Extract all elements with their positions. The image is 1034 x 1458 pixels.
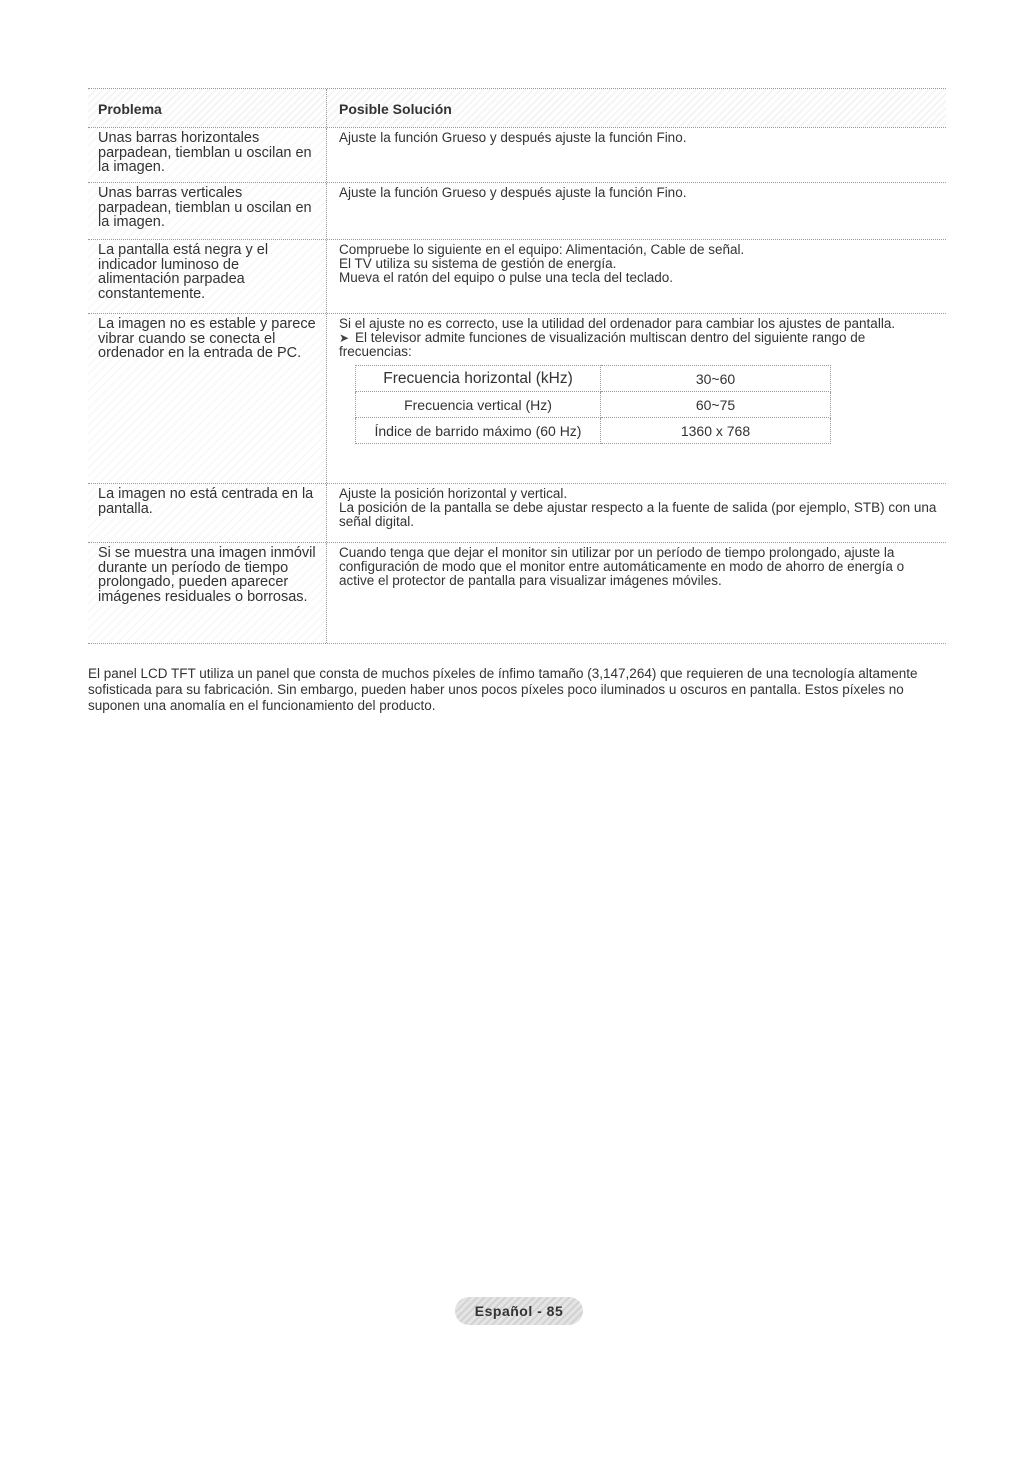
problem-cell: La pantalla está negra y el indicador luminoso de alimentación parpadea constantemente. — [88, 240, 327, 313]
problem-cell: Si se muestra una imagen inmóvil durante un período de tiempo prolongado, pueden aparecer imágenes residuales o borrosas. — [88, 543, 327, 643]
solution-line: Ajuste la función Grueso y después ajuste la función Fino. — [339, 185, 687, 200]
solution-line: Cuando tenga que dejar el monitor sin utilizar por un período de tiempo prolongado, ajuste la configuración de modo que el monitor entre automáticamente en modo de ahorro de energía o active el protector de pantalla para visualizar imágenes móviles. — [339, 545, 905, 588]
solution-line: Ajuste la función Grueso y después ajuste la función Fino. — [339, 130, 687, 145]
frequency-label: Frecuencia vertical (Hz) — [356, 392, 601, 418]
arrow-note-icon: ➤ — [339, 331, 350, 345]
table-row — [88, 183, 946, 240]
frequency-value: 60~75 — [601, 392, 831, 418]
solution-line: Compruebe lo siguiente en el equipo: Alimentación, Cable de señal. — [339, 242, 745, 257]
solution-cell — [327, 314, 946, 483]
solution-line: El TV utiliza su sistema de gestión de energía. — [339, 256, 617, 271]
frequency-row — [356, 418, 831, 444]
lcd-panel-note: El panel LCD TFT utiliza un panel que consta de muchos píxeles de ínfimo tamaño (3,147,264) que requieren de una tecnología altamente sofisticada para su fabricación. Sin embargo, pueden haber unos pocos píxeles poco iluminados u oscuros en pantalla. Estos píxeles no suponen una anomalía en el funcionamiento del producto. — [88, 666, 918, 713]
solution-cell — [327, 183, 946, 239]
solution-cell — [327, 240, 946, 313]
table-row — [88, 484, 946, 543]
solution-line: Si el ajuste no es correcto, use la utilidad del ordenador para cambiar los ajustes de pantalla. — [339, 316, 896, 331]
table-row — [88, 543, 946, 644]
frequency-value: 1360 x 768 — [601, 418, 831, 444]
solution-line: Ajuste la posición horizontal y vertical. — [339, 486, 568, 501]
header-problem: Problema — [88, 89, 327, 127]
table-row — [88, 240, 946, 314]
frequency-row — [356, 392, 831, 418]
frequency-row — [356, 366, 831, 392]
note-line — [339, 331, 938, 359]
troubleshooting-table — [88, 88, 946, 644]
table-row — [88, 314, 946, 484]
problem-cell: Unas barras horizontales parpadean, tiemblan u oscilan en la imagen. — [88, 128, 327, 182]
problem-cell: La imagen no está centrada en la pantalla. — [88, 484, 327, 542]
problem-cell: Unas barras verticales parpadean, tiemblan u oscilan en la imagen. — [88, 183, 327, 239]
solution-cell — [327, 484, 946, 542]
header-solution: Posible Solución — [327, 89, 946, 127]
table-header-row — [88, 89, 946, 128]
frequency-table — [355, 365, 831, 444]
frequency-value: 30~60 — [601, 366, 831, 392]
note-text: El televisor admite funciones de visualización multiscan dentro del siguiente rango de frecuencias: — [339, 330, 866, 359]
page-number-badge: Español - 85 — [455, 1297, 583, 1325]
solution-cell — [327, 128, 946, 182]
frequency-label: Índice de barrido máximo (60 Hz) — [356, 418, 601, 444]
solution-line: La posición de la pantalla se debe ajustar respecto a la fuente de salida (por ejemplo, STB) con una señal digital. — [339, 500, 937, 529]
table-row — [88, 128, 946, 183]
frequency-label: Frecuencia horizontal (kHz) — [356, 366, 601, 392]
problem-cell: La imagen no es estable y parece vibrar cuando se conecta el ordenador en la entrada de PC. — [88, 314, 327, 483]
solution-line: Mueva el ratón del equipo o pulse una tecla del teclado. — [339, 270, 673, 285]
solution-cell — [327, 543, 946, 643]
